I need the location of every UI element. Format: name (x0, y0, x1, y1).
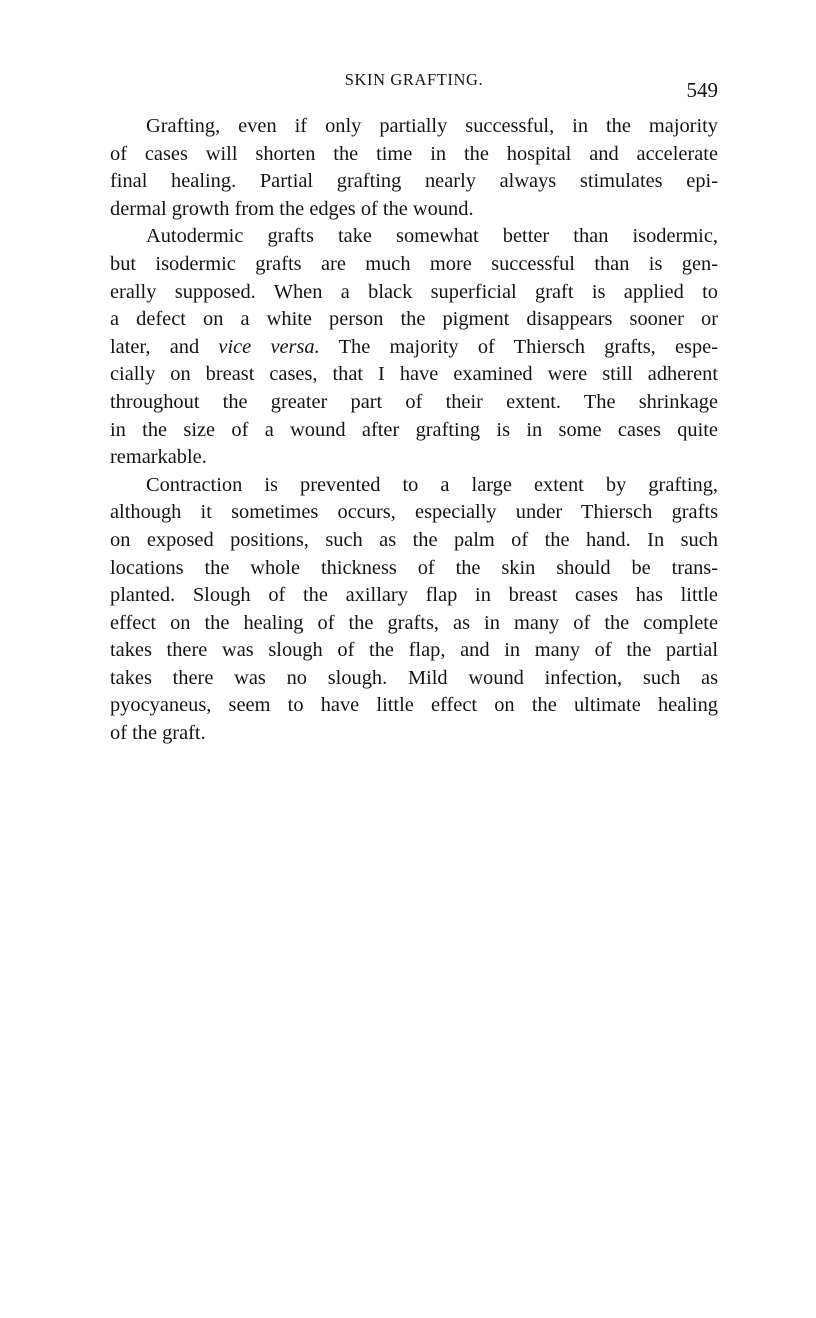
text-line: Autodermic grafts take somewhat better than isodermic, (146, 225, 718, 248)
text-line: erally supposed. When a black superficial graft is applied to (110, 280, 718, 303)
text-line: but isodermic grafts are much more successful than is gen- (110, 252, 718, 275)
text-segment: later, and (110, 335, 219, 358)
text-line: remarkable. (110, 446, 207, 469)
text-line: takes there was no slough. Mild wound infection, such as (110, 666, 718, 689)
text-segment: The majority of Thiersch grafts, espe- (319, 335, 718, 358)
text-line: of the graft. (110, 722, 206, 745)
text-line-with-italic (110, 334, 718, 362)
text-line: takes there was slough of the flap, and in many of the partial (110, 639, 718, 662)
text-line: dermal growth from the edges of the wound. (110, 197, 474, 220)
text-line: Grafting, even if only partially successful, in the majority (146, 115, 718, 137)
text-line: in the size of a wound after grafting is in some cases quite (110, 418, 718, 441)
text-line: throughout the greater part of their extent. The shrinkage (110, 390, 718, 413)
paragraph-autodermic-grafts (110, 223, 718, 471)
text-line: on exposed positions, such as the palm of the hand. In such (110, 528, 718, 551)
text-line: cially on breast cases, that I have examined were still adherent (110, 363, 718, 386)
text-line: of cases will shorten the time in the hospital and accelerate (110, 142, 718, 165)
text-line: locations the whole thickness of the skin should be trans- (110, 556, 718, 579)
paragraph-contraction (110, 472, 718, 748)
paragraph-grafting-benefits (110, 113, 718, 223)
italic-phrase: vice versa. (218, 335, 320, 358)
body-text (110, 113, 718, 748)
text-line: final healing. Partial grafting nearly always stimulates epi- (110, 170, 718, 193)
text-line: effect on the healing of the grafts, as in many of the complete (110, 611, 718, 634)
text-line: pyocyaneus, seem to have little effect on the ultimate healing (110, 694, 718, 717)
text-line: a defect on a white person the pigment disappears sooner or (110, 308, 718, 331)
text-line: Contraction is prevented to a large extent by grafting, (146, 473, 718, 496)
running-title: SKIN GRAFTING. (344, 70, 484, 89)
page-number: 549 (686, 78, 718, 102)
text-line: planted. Slough of the axillary flap in breast cases has little (110, 584, 718, 607)
running-head (110, 70, 718, 100)
text-line: although it sometimes occurs, especially under Thiersch grafts (110, 501, 718, 524)
